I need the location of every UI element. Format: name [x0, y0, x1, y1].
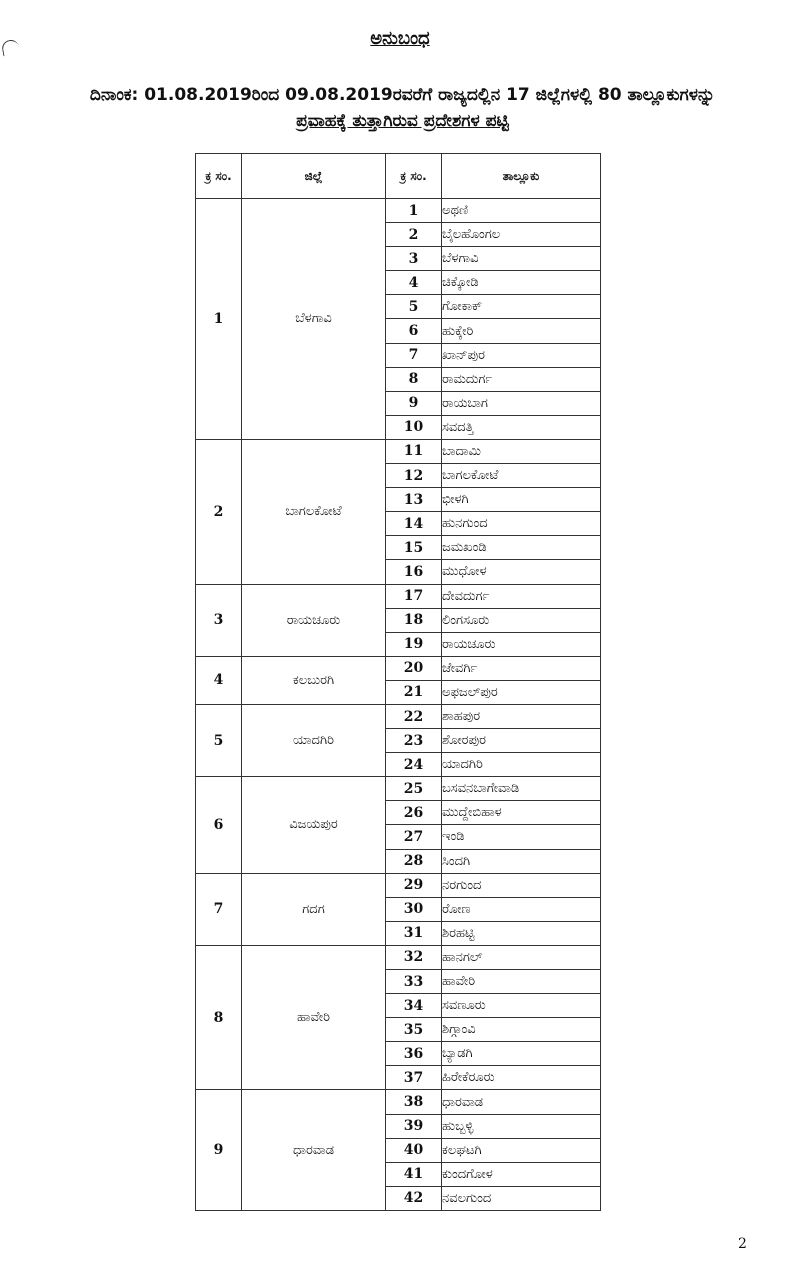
header-district: ಜಿಲ್ಲೆ — [242, 154, 386, 199]
district-sl-no: 1 — [196, 199, 242, 440]
table-row — [196, 656, 601, 680]
taluk-name: ಸವದತ್ತಿ — [442, 415, 601, 439]
taluk-sl-no: 8 — [386, 367, 442, 391]
taluk-name: ಮುದ್ದೇಬಿಹಾಳ — [442, 801, 601, 825]
district-name: ವಿಜಯಪುರ — [242, 777, 386, 873]
taluk-name: ಕಲಘಟಗಿ — [442, 1138, 601, 1162]
taluk-name: ಅಫಜಲ್‌ಪುರ — [442, 680, 601, 704]
taluk-sl-no: 31 — [386, 921, 442, 945]
taluk-sl-no: 18 — [386, 608, 442, 632]
taluk-name: ಹುಬ್ಬಳ್ಳಿ — [442, 1114, 601, 1138]
taluk-name: ಹಾವೇರಿ — [442, 970, 601, 994]
taluk-sl-no: 19 — [386, 632, 442, 656]
taluk-name: ಭೀಳಗಿ — [442, 488, 601, 512]
taluk-sl-no: 7 — [386, 343, 442, 367]
taluk-name: ದೇವದುರ್ಗ — [442, 584, 601, 608]
taluk-name: ಧಾರವಾಡ — [442, 1090, 601, 1114]
district-sl-no: 6 — [196, 777, 242, 873]
header-taluk: ತಾಲ್ಲೂಕು — [442, 154, 601, 199]
taluk-sl-no: 10 — [386, 415, 442, 439]
taluk-name: ಜೇವರ್ಗಿ — [442, 656, 601, 680]
taluk-sl-no: 12 — [386, 464, 442, 488]
taluk-sl-no: 34 — [386, 994, 442, 1018]
taluk-name: ಗೋಕಾಕ್ — [442, 295, 601, 319]
taluk-name: ಜಮಖಂಡಿ — [442, 536, 601, 560]
subtitle-line-1: ದಿನಾಂಕ: 01.08.2019ರಿಂದ 09.08.2019ರವರೆಗೆ ರಾಜ್ಯದಲ್ಲಿನ 17 ಜಿಲ್ಲೆಗಳಲ್ಲಿ 80 ತಾಲ್ಲೂಕುಗಳನ್ನು — [89, 85, 716, 105]
taluk-name: ಕುಂದಗೋಳ — [442, 1162, 601, 1186]
taluk-name: ನರಗುಂದ — [442, 873, 601, 897]
table-row — [196, 1090, 601, 1114]
district-sl-no: 2 — [196, 439, 242, 584]
taluk-name: ಸಿಂದಗಿ — [442, 849, 601, 873]
taluk-sl-no: 24 — [386, 753, 442, 777]
taluk-sl-no: 15 — [386, 536, 442, 560]
district-sl-no: 4 — [196, 656, 242, 704]
page-title: ಅನುಬಂಧ — [370, 28, 430, 49]
taluk-name: ನವಲಗುಂದ — [442, 1186, 601, 1210]
page-number: 2 — [738, 1236, 747, 1252]
taluk-sl-no: 32 — [386, 945, 442, 969]
taluk-sl-no: 26 — [386, 801, 442, 825]
taluk-sl-no: 21 — [386, 680, 442, 704]
taluk-name: ಶಾಹಪುರ — [442, 704, 601, 728]
taluk-sl-no: 6 — [386, 319, 442, 343]
table-row — [196, 439, 601, 463]
taluk-sl-no: 28 — [386, 849, 442, 873]
taluk-sl-no: 16 — [386, 560, 442, 584]
taluk-sl-no: 37 — [386, 1066, 442, 1090]
taluk-name: ಚಿಕ್ಕೋಡಿ — [442, 271, 601, 295]
taluk-name: ಸವಣೂರು — [442, 994, 601, 1018]
district-sl-no: 9 — [196, 1090, 242, 1210]
header-district-sl-no: ಕ್ರ ಸಂ. — [196, 154, 242, 199]
district-name: ಹಾವೇರಿ — [242, 945, 386, 1090]
taluk-name: ಯಾದಗಿರಿ — [442, 753, 601, 777]
district-name: ಬಾಗಲಕೋಟೆ — [242, 439, 386, 584]
table-header-row — [196, 154, 601, 199]
taluk-sl-no: 2 — [386, 223, 442, 247]
taluk-sl-no: 1 — [386, 199, 442, 223]
taluk-sl-no: 42 — [386, 1186, 442, 1210]
flood-affected-taluks-table — [195, 153, 601, 1211]
taluk-sl-no: 4 — [386, 271, 442, 295]
table-row — [196, 199, 601, 223]
taluk-sl-no: 25 — [386, 777, 442, 801]
taluk-sl-no: 17 — [386, 584, 442, 608]
taluk-sl-no: 33 — [386, 970, 442, 994]
taluk-sl-no: 29 — [386, 873, 442, 897]
taluk-name: ರೋಣ — [442, 897, 601, 921]
taluk-name: ಹುಕ್ಕೇರಿ — [442, 319, 601, 343]
taluk-name: ರಾಯಚೂರು — [442, 632, 601, 656]
taluk-sl-no: 36 — [386, 1042, 442, 1066]
table-row — [196, 945, 601, 969]
taluk-name: ಬಾಗಲಕೋಟೆ — [442, 464, 601, 488]
taluk-sl-no: 40 — [386, 1138, 442, 1162]
taluk-sl-no: 13 — [386, 488, 442, 512]
taluk-name: ಖಾನ್‌ಪುರ — [442, 343, 601, 367]
taluk-name: ಹುನಗುಂದ — [442, 512, 601, 536]
taluk-name: ಹಾನಗಲ್ — [442, 945, 601, 969]
district-name: ಯಾದಗಿರಿ — [242, 704, 386, 776]
table-row — [196, 873, 601, 897]
taluk-sl-no: 35 — [386, 1018, 442, 1042]
taluk-sl-no: 20 — [386, 656, 442, 680]
taluk-sl-no: 3 — [386, 247, 442, 271]
table-row — [196, 704, 601, 728]
taluk-sl-no: 39 — [386, 1114, 442, 1138]
taluk-sl-no: 38 — [386, 1090, 442, 1114]
taluk-sl-no: 41 — [386, 1162, 442, 1186]
taluk-sl-no: 30 — [386, 897, 442, 921]
taluk-sl-no: 5 — [386, 295, 442, 319]
header-taluk-sl-no: ಕ್ರ ಸಂ. — [386, 154, 442, 199]
page-subtitle — [30, 82, 775, 134]
district-sl-no: 8 — [196, 945, 242, 1090]
subtitle-line-2: ಪ್ರವಾಹಕ್ಕೆ ತುತ್ತಾಗಿರುವ ಪ್ರದೇಶಗಳ ಪಟ್ಟಿ — [296, 111, 509, 131]
district-sl-no: 3 — [196, 584, 242, 656]
district-sl-no: 7 — [196, 873, 242, 945]
taluk-name: ಬಸವನಬಾಗೇವಾಡಿ — [442, 777, 601, 801]
taluk-name: ಮುಧೋಳ — [442, 560, 601, 584]
taluk-name: ಬ್ಯಾಡಗಿ — [442, 1042, 601, 1066]
district-sl-no: 5 — [196, 704, 242, 776]
taluk-sl-no: 9 — [386, 391, 442, 415]
taluk-name: ರಾಯಬಾಗ — [442, 391, 601, 415]
taluk-name: ಲಿಂಗಸೂರು — [442, 608, 601, 632]
taluk-name: ಅಥಣಿ — [442, 199, 601, 223]
district-name: ಗದಗ — [242, 873, 386, 945]
district-name: ರಾಯಚೂರು — [242, 584, 386, 656]
table-row — [196, 777, 601, 801]
district-name: ಬೆಳಗಾವಿ — [242, 199, 386, 440]
taluk-sl-no: 11 — [386, 439, 442, 463]
taluk-name: ಇಂಡಿ — [442, 825, 601, 849]
taluk-name: ಬೈಲಹೊಂಗಲ — [442, 223, 601, 247]
taluk-sl-no: 14 — [386, 512, 442, 536]
taluk-name: ಶಿಗ್ಗಾಂವಿ — [442, 1018, 601, 1042]
taluk-sl-no: 22 — [386, 704, 442, 728]
taluk-name: ಶೋರಪುರ — [442, 729, 601, 753]
taluk-name: ಹಿರೇಕೆರೂರು — [442, 1066, 601, 1090]
taluk-name: ಬಾದಾಮಿ — [442, 439, 601, 463]
table-body — [196, 199, 601, 1211]
district-name: ಕಲಬುರಗಿ — [242, 656, 386, 704]
taluk-name: ರಾಮದುರ್ಗ — [442, 367, 601, 391]
taluk-name: ಶಿರಹಟ್ಟಿ — [442, 921, 601, 945]
taluk-sl-no: 27 — [386, 825, 442, 849]
taluk-sl-no: 23 — [386, 729, 442, 753]
taluk-name: ಬೆಳಗಾವಿ — [442, 247, 601, 271]
district-name: ಧಾರವಾಡ — [242, 1090, 386, 1210]
table-row — [196, 584, 601, 608]
